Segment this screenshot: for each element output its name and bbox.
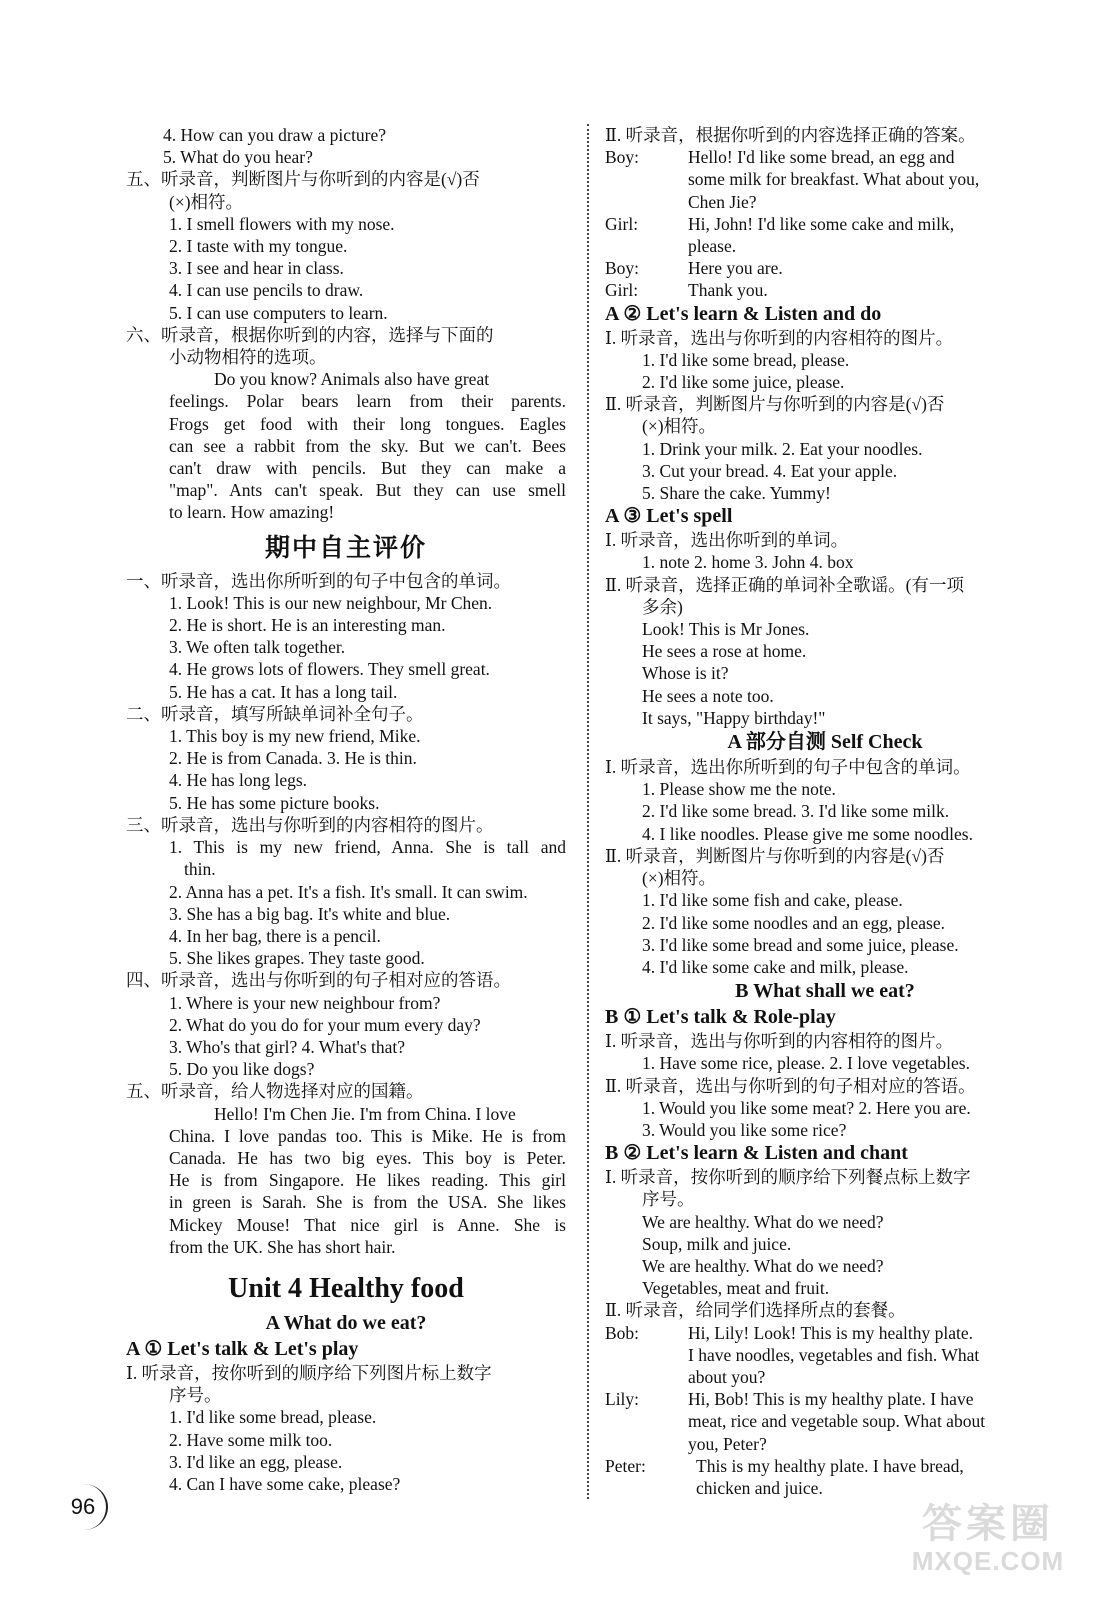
section-heading: Ⅱ. 听录音，判断图片与你听到的内容是(√)否 xyxy=(605,394,945,415)
section-heading: 二、听录音，填写所缺单词补全句子。 xyxy=(126,703,424,724)
unit-title: Unit 4 Healthy food xyxy=(228,1272,464,1304)
speaker: Peter: xyxy=(605,1455,646,1476)
lesson-heading: A ③ Let's spell xyxy=(605,505,733,528)
paragraph-line: can't draw with pencils. But they can make a xyxy=(169,458,566,479)
section-heading: Ⅰ. 听录音，按你听到的顺序给下列图片标上数字 xyxy=(126,1362,492,1383)
list-item: 5. She likes grapes. They taste good. xyxy=(169,948,425,969)
list-item: 3. I'd like an egg, please. xyxy=(169,1451,343,1472)
speaker: Girl: xyxy=(605,213,639,234)
list-item: 2. Anna has a pet. It's a fish. It's small. It can swim. xyxy=(169,881,528,902)
list-item: 4. I like noodles. Please give me some noodles. xyxy=(642,823,973,844)
list-item: 1. I'd like some fish and cake, please. xyxy=(642,890,903,911)
dialogue-line xyxy=(605,1455,1045,1477)
dialogue-cont: Chen Jie? xyxy=(688,191,757,212)
section-heading: Ⅰ. 听录音，选出你所听到的句子中包含的单词。 xyxy=(605,757,971,778)
dialogue-line xyxy=(605,146,1045,168)
page-number: 96 xyxy=(60,1484,108,1530)
list-item: 1. Where is your new neighbour from? xyxy=(169,992,441,1013)
list-item: 2. I'd like some bread. 3. I'd like some milk. xyxy=(642,801,950,822)
section-heading: Ⅰ. 听录音，选出你听到的单词。 xyxy=(605,530,849,551)
section-heading: Ⅰ. 听录音，选出与你听到的内容相符的图片。 xyxy=(605,327,954,348)
dialogue-cont: I have noodles, vegetables and fish. What xyxy=(688,1344,980,1365)
list-item: 1. Please show me the note. xyxy=(642,779,836,800)
list-item: 1. Look! This is our new neighbour, Mr Chen. xyxy=(169,592,493,613)
section-heading: 四、听录音，选出与你听到的句子相对应的答语。 xyxy=(126,970,511,991)
chant-line: Vegetables, meat and fruit. xyxy=(642,1278,830,1299)
dialogue-line xyxy=(605,279,1045,301)
list-item: 4. I'd like some cake and milk, please. xyxy=(642,956,909,977)
paragraph-line: can see a rabbit from the sky. But we can't. Bees xyxy=(169,435,566,456)
dialogue-line xyxy=(605,1322,1045,1344)
section-heading: Ⅱ. 听录音，选择正确的单词补全歌谣。(有一项 xyxy=(605,574,964,595)
paragraph-line: Hello! I'm Chen Jie. I'm from China. I love xyxy=(214,1103,516,1124)
section-heading-cont: 小动物相符的选项。 xyxy=(169,347,327,368)
lesson-heading: A ② Let's learn & Listen and do xyxy=(605,302,882,325)
chant-line: We are healthy. What do we need? xyxy=(642,1255,884,1276)
paragraph-line: in green is Sarah. She is from the USA. She likes xyxy=(169,1192,566,1213)
speaker: Bob: xyxy=(605,1322,640,1343)
list-item: 3. We often talk together. xyxy=(169,637,346,658)
midterm-title: 期中自主评价 xyxy=(264,534,427,562)
section-heading-cont: (×)相符。 xyxy=(642,868,717,889)
text-line: 5. What do you hear? xyxy=(163,147,313,168)
left-column xyxy=(126,124,566,1495)
dialogue-cont: about you? xyxy=(688,1366,766,1387)
dialogue-cont: chicken and juice. xyxy=(696,1477,823,1498)
list-item: 3. I see and hear in class. xyxy=(169,258,344,279)
list-item: 5. He has some picture books. xyxy=(169,792,380,813)
paragraph-line: He is from Singapore. He likes reading. This girl xyxy=(169,1170,566,1191)
list-item: 5. Share the cake. Yummy! xyxy=(642,483,831,504)
section-heading: Ⅰ. 听录音，选出与你听到的内容相符的图片。 xyxy=(605,1031,954,1052)
list-item: 1. This boy is my new friend, Mike. xyxy=(169,726,421,747)
part-title: B What shall we eat? xyxy=(735,980,915,1003)
speech: Hi, John! I'd like some cake and milk, xyxy=(688,213,955,234)
dialogue-line xyxy=(605,213,1045,235)
speaker: Boy: xyxy=(605,147,640,168)
list-item: 4. Can I have some cake, please? xyxy=(169,1473,401,1494)
list-item: 2. He is from Canada. 3. He is thin. xyxy=(169,748,417,769)
section-heading-cont: (×)相符。 xyxy=(642,416,717,437)
self-check-title: A 部分自测 Self Check xyxy=(727,731,923,754)
paragraph-line: Mickey Mouse! That nice girl is Anne. She is xyxy=(169,1214,566,1235)
chant-line: It says, "Happy birthday!" xyxy=(642,707,826,728)
list-item: 2. He is short. He is an interesting man. xyxy=(169,615,446,636)
right-column xyxy=(605,124,1045,1499)
watermark-logo xyxy=(893,1502,1083,1588)
section-heading: 三、听录音，选出与你听到的内容相符的图片。 xyxy=(126,814,494,835)
speech: Hi, Bob! This is my healthy plate. I have xyxy=(688,1389,974,1410)
section-heading: Ⅱ. 听录音，给同学们选择所点的套餐。 xyxy=(605,1300,906,1321)
list-item: 5. I can use computers to learn. xyxy=(169,302,388,323)
chant-line: Look! This is Mr Jones. xyxy=(642,619,810,640)
watermark-url: MXQE.COM xyxy=(911,1546,1065,1576)
paragraph-line: Canada. He has two big eyes. This boy is Peter. xyxy=(169,1147,566,1168)
section-heading: 六、听录音，根据你听到的内容，选择与下面的 xyxy=(126,324,494,345)
text-line: 4. How can you draw a picture? xyxy=(163,125,387,145)
section-heading: 五、听录音，给人物选择对应的国籍。 xyxy=(126,1081,424,1102)
list-item: 5. He has a cat. It has a long tail. xyxy=(169,681,398,702)
speech: This is my healthy plate. I have bread, xyxy=(696,1455,964,1476)
paragraph-line: to learn. How amazing! xyxy=(169,502,335,523)
speaker: Lily: xyxy=(605,1389,640,1410)
speech: Thank you. xyxy=(688,280,768,301)
section-heading-cont: 多余) xyxy=(642,596,683,617)
speech: Here you are. xyxy=(688,258,783,279)
dialogue-cont: meat, rice and vegetable soup. What about xyxy=(688,1411,986,1432)
speaker: Boy: xyxy=(605,258,640,279)
list-item: 1. I'd like some bread, please. xyxy=(169,1407,377,1428)
section-heading: Ⅰ. 听录音，按你听到的顺序给下列餐点标上数字 xyxy=(605,1167,971,1188)
chant-line: He sees a rose at home. xyxy=(642,641,807,662)
dialogue-cont: some milk for breakfast. What about you, xyxy=(688,169,980,190)
chant-line: Whose is it? xyxy=(642,663,729,684)
lesson-heading: B ① Let's talk & Role-play xyxy=(605,1006,836,1029)
list-item: 1. Have some rice, please. 2. I love vegetables. xyxy=(642,1053,970,1074)
list-item: 3. Cut your bread. 4. Eat your apple. xyxy=(642,460,898,481)
list-item: 1. I smell flowers with my nose. xyxy=(169,213,395,234)
section-heading-cont: (×)相符。 xyxy=(169,191,244,212)
speaker: Girl: xyxy=(605,280,639,301)
list-item: 2. What do you do for your mum every day? xyxy=(169,1014,481,1035)
section-heading: Ⅱ. 听录音，选出与你听到的句子相对应的答语。 xyxy=(605,1075,976,1096)
chant-line: He sees a note too. xyxy=(642,685,774,706)
list-item: 2. Have some milk too. xyxy=(169,1429,333,1450)
list-item: 3. She has a big bag. It's white and blue. xyxy=(169,903,451,924)
dialogue-line xyxy=(605,1388,1045,1410)
lesson-heading: A ① Let's talk & Let's play xyxy=(126,1337,359,1360)
chant-line: We are healthy. What do we need? xyxy=(642,1211,884,1232)
list-item: 1. Drink your milk. 2. Eat your noodles. xyxy=(642,438,923,459)
list-item: 4. I can use pencils to draw. xyxy=(169,280,364,301)
paragraph-line: feelings. Polar bears learn from their parents. xyxy=(169,391,566,412)
list-item: 2. I'd like some juice, please. xyxy=(642,372,845,393)
list-item: 5. Do you like dogs? xyxy=(169,1059,315,1080)
section-heading: 一、听录音，选出你所听到的句子中包含的单词。 xyxy=(126,570,511,591)
section-heading: Ⅱ. 听录音，根据你听到的内容选择正确的答案。 xyxy=(605,125,976,145)
lesson-heading: B ② Let's learn & Listen and chant xyxy=(605,1142,908,1165)
list-item: 4. He grows lots of flowers. They smell great. xyxy=(169,659,490,680)
speech: Hi, Lily! Look! This is my healthy plate. xyxy=(688,1322,973,1343)
list-item: 3. Who's that girl? 4. What's that? xyxy=(169,1036,406,1057)
list-item: 3. Would you like some rice? xyxy=(642,1119,847,1140)
speech: Hello! I'd like some bread, an egg and xyxy=(688,147,955,168)
list-item: 2. I taste with my tongue. xyxy=(169,236,348,257)
list-item: 1. Would you like some meat? 2. Here you are. xyxy=(642,1097,971,1118)
list-item: 2. I'd like some noodles and an egg, please. xyxy=(642,912,946,933)
list-item: 1. I'd like some bread, please. xyxy=(642,349,850,370)
paragraph-line: China. I love pandas too. This is Mike. He is from xyxy=(169,1125,566,1146)
column-divider xyxy=(587,124,589,1499)
list-item-cont: thin. xyxy=(184,859,216,880)
chant-line: Soup, milk and juice. xyxy=(642,1233,792,1254)
paragraph-line: Frogs get food with their long tongues. Eagles xyxy=(169,413,566,434)
dialogue-cont: you, Peter? xyxy=(688,1433,767,1454)
list-item: 1. This is my new friend, Anna. She is tall and xyxy=(169,837,566,858)
section-heading-cont: 序号。 xyxy=(169,1385,222,1406)
paragraph-line: Do you know? Animals also have great xyxy=(214,369,490,390)
section-heading: Ⅱ. 听录音，判断图片与你听到的内容是(√)否 xyxy=(605,845,945,866)
watermark-text: 答案圈 xyxy=(922,1502,1054,1546)
paragraph-line: from the UK. She has short hair. xyxy=(169,1236,396,1257)
part-title: A What do we eat? xyxy=(265,1311,427,1334)
list-item: 4. In her bag, there is a pencil. xyxy=(169,925,381,946)
list-item: 3. I'd like some bread and some juice, please. xyxy=(642,934,959,955)
paragraph-line: "map". Ants can't speak. But they can use smell xyxy=(169,480,566,501)
section-heading-cont: 序号。 xyxy=(642,1189,695,1210)
section-heading: 五、听录音，判断图片与你听到的内容是(√)否 xyxy=(126,169,480,190)
list-item: 1. note 2. home 3. John 4. box xyxy=(642,552,854,573)
list-item: 4. He has long legs. xyxy=(169,770,308,791)
dialogue-cont: please. xyxy=(688,236,737,257)
dialogue-line xyxy=(605,257,1045,279)
